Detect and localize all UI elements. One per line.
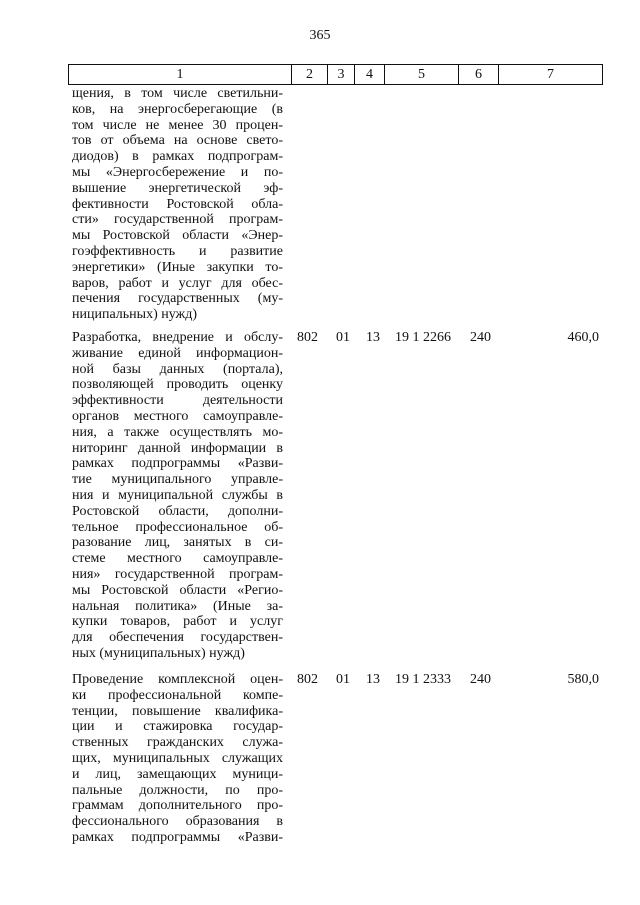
description-line: стеме местного самоуправле- [72, 551, 283, 567]
subsection-code: 13 [366, 672, 380, 687]
description-line: ния» государственной програм- [72, 566, 283, 582]
row-description [72, 86, 283, 323]
description-line: том числе не менее 30 процен- [72, 117, 283, 133]
section-code: 01 [336, 330, 350, 345]
description-line: фессионального образования в [72, 814, 283, 830]
header-col-1: 1 [69, 65, 292, 84]
header-col-6: 6 [459, 65, 499, 84]
description-line: купки товаров, работ и услуг [72, 614, 283, 630]
description-line: диодов) в рамках подпрограм- [72, 149, 283, 165]
description-line: мы «Энергосбережение и по- [72, 164, 283, 180]
description-line: варов, работ и услуг для обес- [72, 275, 283, 291]
description-line: ки профессиональной компе- [72, 687, 283, 703]
description-line: тие муниципального управле- [72, 472, 283, 488]
description-line: щих, муниципальных служащих [72, 750, 283, 766]
description-line: ния, а также осуществлять мо- [72, 424, 283, 440]
ministry-code: 802 [297, 672, 318, 687]
description-line: ции и стажировка государ- [72, 719, 283, 735]
description-line: щения, в том числе светильни- [72, 86, 283, 101]
page-number: 365 [309, 28, 331, 43]
description-line: ственных гражданских служа- [72, 735, 283, 751]
description-line: ниципальных) нужд) [72, 307, 197, 323]
description-line: нальная политика» (Иные за- [72, 598, 283, 614]
table-header [68, 64, 603, 85]
description-line: позволяющей проводить оценку [72, 377, 283, 393]
description-line: мы Ростовской области «Энер- [72, 228, 283, 244]
description-line: живание единой информацион- [72, 345, 283, 361]
description-line: Проведение комплексной оцен- [72, 672, 283, 687]
description-line: ния и муниципальной службы в [72, 487, 283, 503]
description-line: печения государственных (му- [72, 291, 283, 307]
expense-type-code: 240 [470, 330, 491, 345]
description-line: Ростовской области, дополни- [72, 503, 283, 519]
description-line: тельное профессиональное об- [72, 519, 283, 535]
description-line: энергетики» (Иные закупки то- [72, 259, 283, 275]
description-line: эффективности деятельности [72, 393, 283, 409]
description-line: сти» государственной програм- [72, 212, 283, 228]
description-line: тенции, повышение квалифика- [72, 703, 283, 719]
description-line: рамках подпрограммы «Разви- [72, 829, 283, 845]
target-article-code: 19 1 2333 [395, 672, 451, 687]
description-line: разование лиц, занятых в си- [72, 535, 283, 551]
description-line: граммам дополнительного про- [72, 798, 283, 814]
section-code: 01 [336, 672, 350, 687]
description-line: гоэффективность и развитие [72, 243, 283, 259]
description-line: ных (муниципальных) нужд) [72, 645, 245, 661]
description-line: ков, на энергосберегающие (в [72, 101, 283, 117]
description-line: тов от объема на основе свето- [72, 133, 283, 149]
amount: 460,0 [567, 330, 599, 345]
amount: 580,0 [567, 672, 599, 687]
description-line: рамках подпрограммы «Разви- [72, 456, 283, 472]
header-col-2: 2 [292, 65, 328, 84]
description-line: органов местного самоуправле- [72, 408, 283, 424]
expense-type-code: 240 [470, 672, 491, 687]
row-description [72, 672, 283, 846]
header-col-3: 3 [328, 65, 355, 84]
description-line: вышение энергетической эф- [72, 180, 283, 196]
description-line: пальные должности, по про- [72, 782, 283, 798]
row-description [72, 330, 283, 662]
subsection-code: 13 [366, 330, 380, 345]
ministry-code: 802 [297, 330, 318, 345]
description-line: мы Ростовской области «Регио- [72, 582, 283, 598]
description-line: ной базы данных (портала), [72, 361, 283, 377]
description-line: для обеспечения государствен- [72, 630, 283, 646]
header-col-7: 7 [547, 67, 554, 82]
target-article-code: 19 1 2266 [395, 330, 451, 345]
header-col-4: 4 [355, 65, 385, 84]
header-col-5: 5 [385, 65, 459, 84]
description-line: ниторинг данной информации в [72, 440, 283, 456]
description-line: Разработка, внедрение и обслу- [72, 330, 283, 345]
description-line: и лиц, замещающих муници- [72, 766, 283, 782]
description-line: фективности Ростовской обла- [72, 196, 283, 212]
